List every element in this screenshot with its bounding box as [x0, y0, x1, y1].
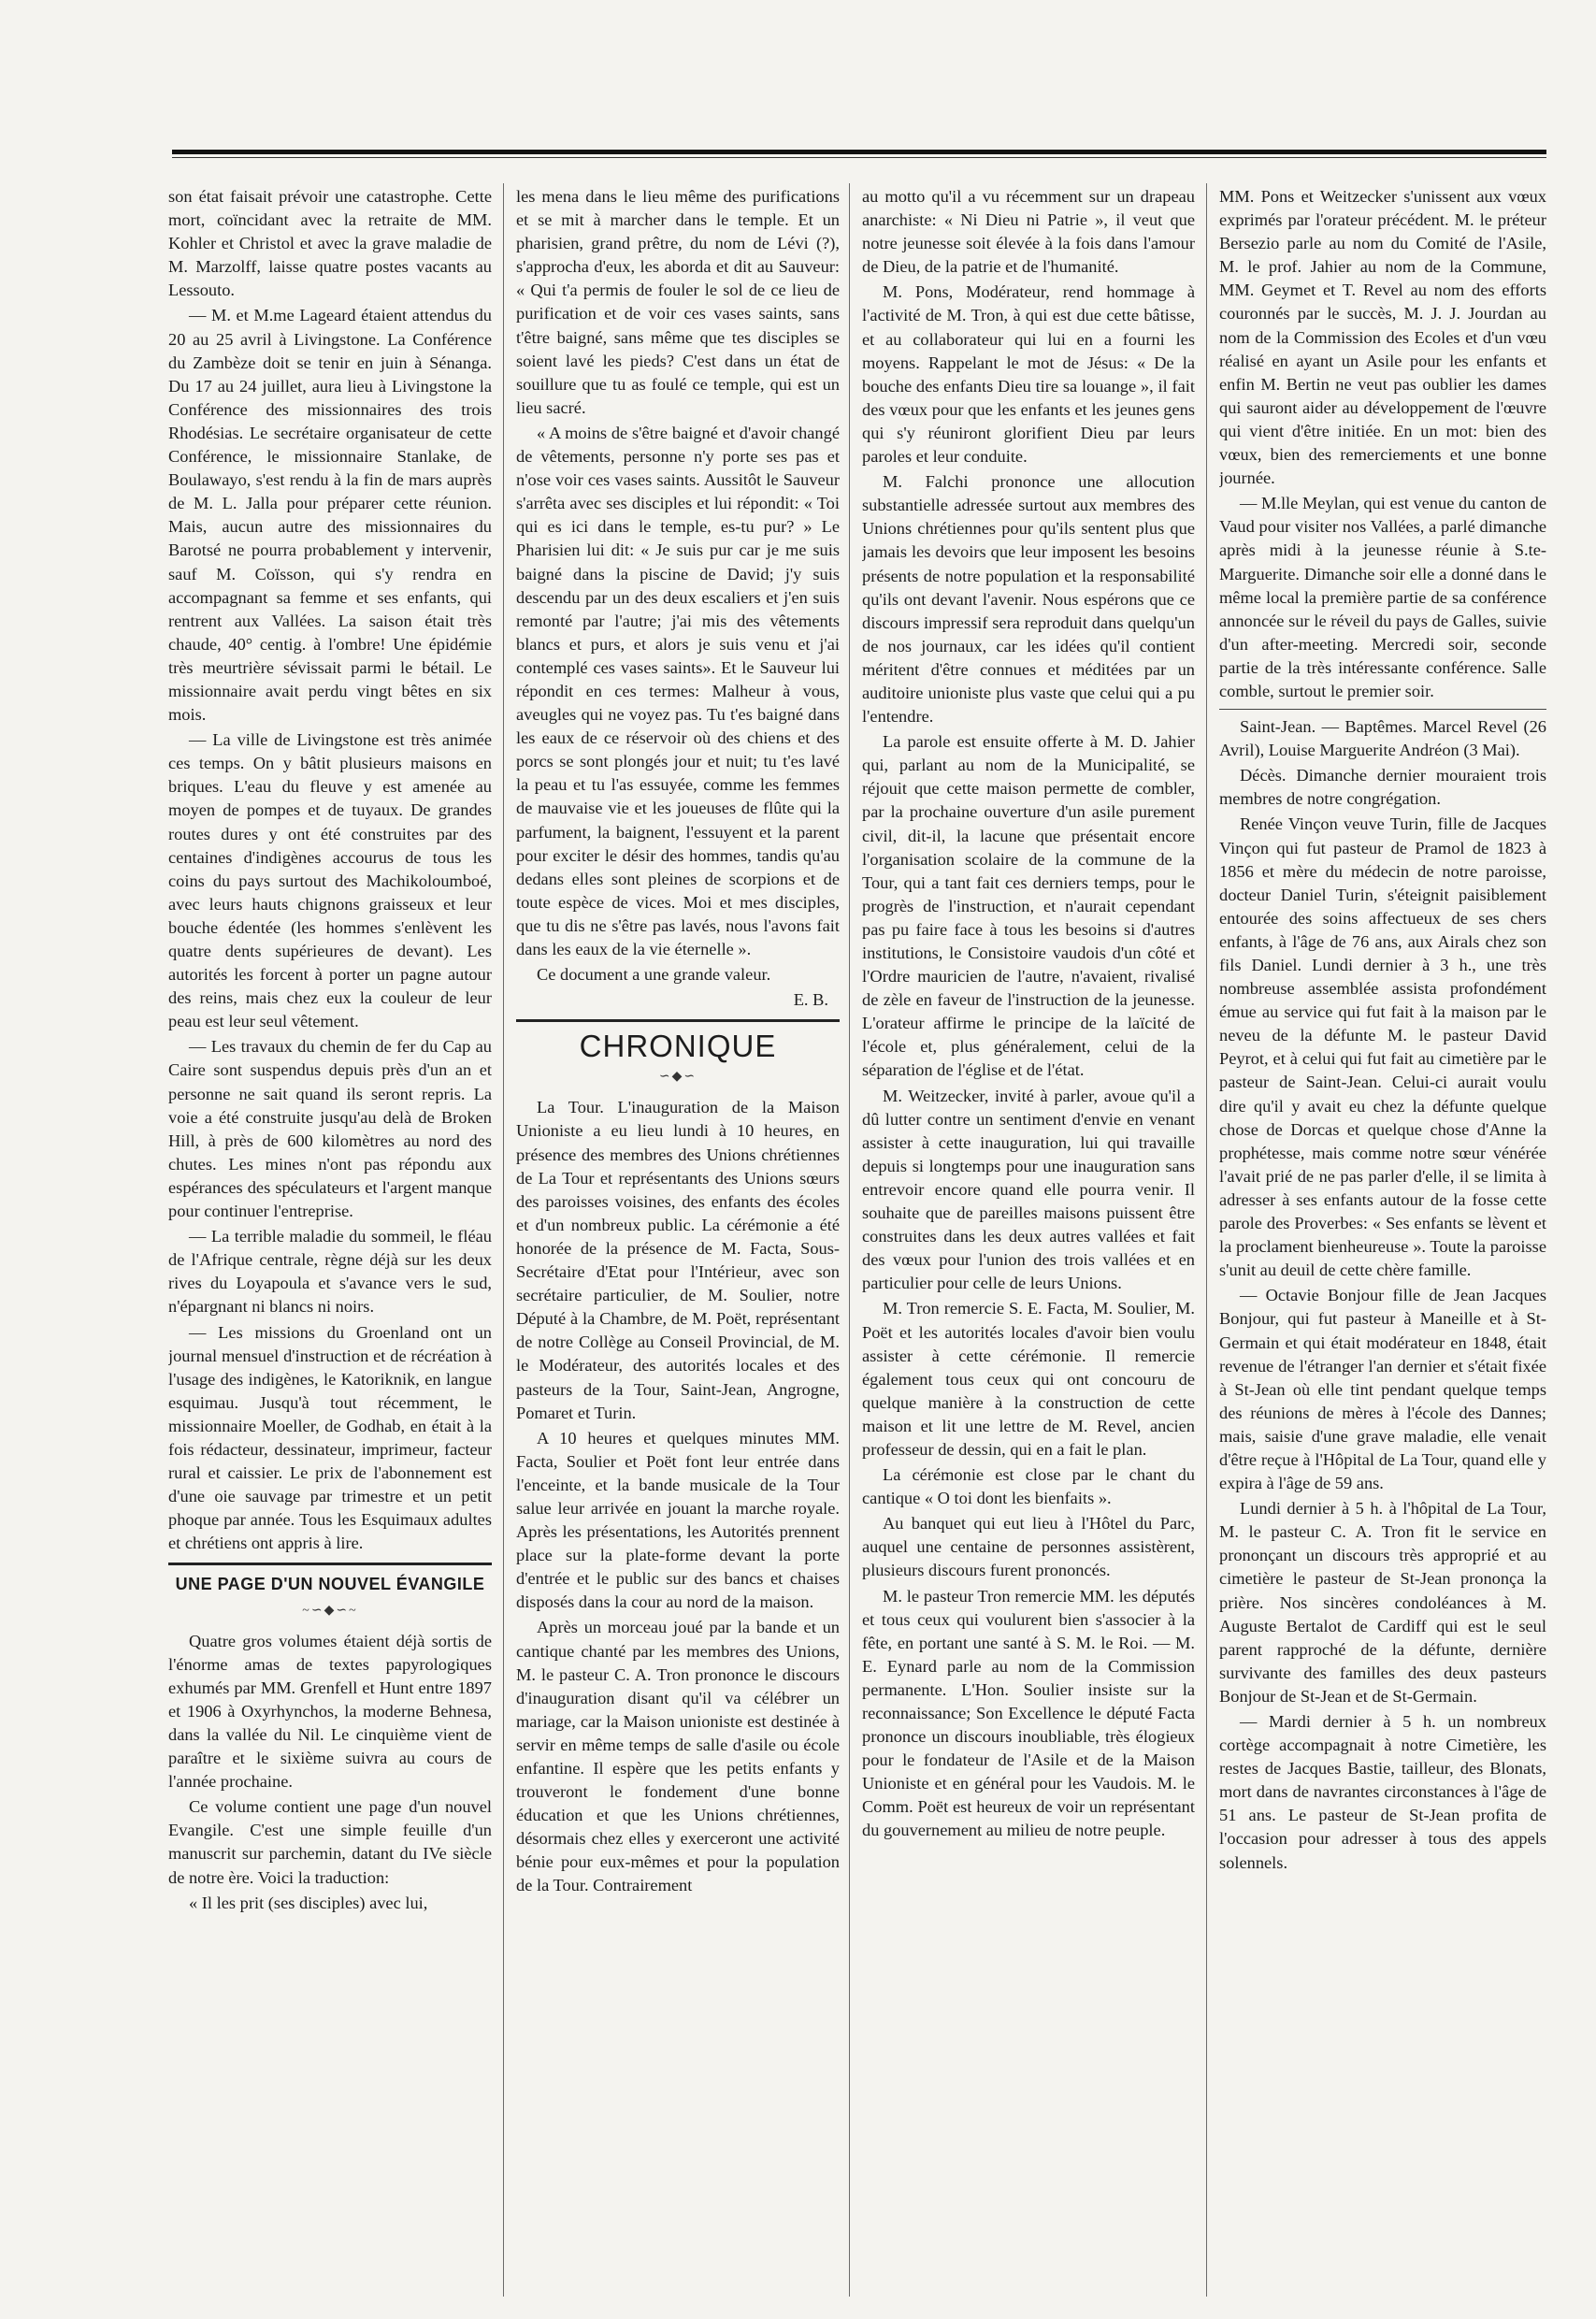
- paragraph: — Octavie Bonjour fille de Jean Jacques Bonjour, qui fut pasteur à Maneille et à St-Germain et qui était modérateur en 1848, était revenue de l'étranger l'an dernier et s'était fixée à St-Jean où elle tint pendant quelque temps des réunions de mères à l'école des Dannes; mais, saisie d'une grave maladie, elle venait d'être reçue à l'Hôpital de La Tour, quand elle y expira à l'âge de 59 ans.: [1219, 1286, 1546, 1493]
- section-title-nouvel-evangile: UNE PAGE D'UN NOUVEL ÉVANGILE: [175, 1575, 485, 1594]
- paragraph: Renée Vinçon veuve Turin, fille de Jacques Vinçon qui fut pasteur de Pramol de 1823 à 1856 et mère du médecin de notre paroisse, docteur Daniel Turin, s'éteignit paisiblement entourée des soins affectueux de ses chers enfants, à l'âge de 76 ans, aux Airals chez son fils Daniel. Lundi dernier à 3 h., une très nombreuse assemblée assista profondément émue au service qui fut fait à la maison par le neveu de la défunte M. le pasteur David Peyrot, et à celui qui fut fait au cimetière par le pasteur de Saint-Jean. Celui-ci aurait voulu dire qu'il y avait eu chez la défunte quelque chose de Dorcas et quelque chose d'Anne la prophétesse, mais comme notre sœur vénérée l'avait prié de ne pas parler d'elle, il se limita à adresser à ses enfants autour de la fosse cette parole des Proverbes: « Ses enfants se lèvent et la proclament bienheureuse ». Toute la paroisse s'unit au deuil de cette chère famille.: [1219, 814, 1546, 1280]
- ornament: ∽◆∽: [658, 1070, 697, 1085]
- paragraph: son état faisait prévoir une catastrophe. Cette mort, coïncidant avec la retraite de MM. Kohler et Christol et avec la grave maladie de M. Marzolff, laisse quatre postes vacants au Lessouto.: [168, 187, 492, 300]
- paragraph: — M.lle Meylan, qui est venue du canton de Vaud pour visiter nos Vallées, a parlé dimanche après midi à la jeunesse réunie à S.te-Marguerite. Dimanche soir elle a donné dans le même local la première partie de sa conférence annoncée sur le réveil du pays de Galles, suivie d'un after-meeting. Mercredi soir, seconde partie de la très intéressante conférence. Salle comble, surtout le premier soir.: [1219, 494, 1546, 700]
- ornament: ~∽◆∽~: [302, 1603, 358, 1618]
- paragraph: Ce volume contient une page d'un nouvel Evangile. C'est une simple feuille d'un manuscrit sur parchemin, datant du IVe siècle de notre ère. Voici la traduction:: [168, 1797, 492, 1887]
- column-separator: [849, 183, 850, 2297]
- paragraph: M. Pons, Modérateur, rend hommage à l'activité de M. Tron, à qui est due cette bâtisse, et au collaborateur qui lui en a fourni les moyens. Rappelant le mot de Jésus: « De la bouche des enfants Dieu tire sa louange », il fait des vœux pour que les enfants et les jeunes gens qui s'y réuniront glorifient Dieu par leurs paroles et leur conduite.: [862, 282, 1195, 467]
- section-rule: [1219, 709, 1546, 710]
- paragraph: les mena dans le lieu même des purifications et se mit à marcher dans le temple. Et un pharisien, grand prêtre, du nom de Lévi (?), s'approcha d'eux, les aborda et dit au Sauveur: « Qui t'a permis de fouler le sol de ce lieu de purification et de voir ces vases saints, sans t'être baigné, sans même que tes disciples se soient lavé les pieds? C'est dans un état de souillure que tu as foulé ce temple, qui est un lieu sacré.: [516, 187, 840, 417]
- paragraph: — Mardi dernier à 5 h. un nombreux cortège accompagnait à notre Cimetière, les restes de Jacques Bastie, tailleur, des Blonats, mort dans de navrantes circonstances à l'âge de 51 ans. Le pasteur de St-Jean profita de l'occasion pour adresser à tous des appels solennels.: [1219, 1712, 1546, 1872]
- paragraph: La cérémonie est close par le chant du cantique « O toi dont les bienfaits ».: [862, 1465, 1195, 1508]
- paragraph: MM. Pons et Weitzecker s'unissent aux vœux exprimés par l'orateur précédent. M. le préteur Bersezio parle au nom du Comité de l'Asile, M. le prof. Jahier au nom de la Commune, MM. Geymet et T. Revel au nom des efforts couronnés par le succès, M. J. J. Jourdan au nom de la Commission des Ecoles et d'un vœu réalisé en ayant un Asile pour les enfants et enfin M. Bertin ne veut pas oublier les dames qui sauront aider au développement de l'œuvre qui vient d'être initiée. En un mot: bien des vœux, bien des remerciements et une bonne journée.: [1219, 187, 1546, 488]
- paragraph: Quatre gros volumes étaient déjà sortis de l'énorme amas de textes papyrologiques exhumés par MM. Grenfell et Hunt entre 1897 et 1906 à Oxyrhynchos, la moderne Behnesa, dans la vallée du Nil. Le cinquième vient de paraître et le sixième suivra au cours de l'année prochaine.: [168, 1631, 492, 1792]
- section-rule: [168, 1563, 492, 1565]
- paragraph: — M. et M.me Lageard étaient attendus du 20 au 25 avril à Livingstone. La Conférence du Zambèze doit se tenir en juin à Sénanga. Du 17 au 24 juillet, aura lieu à Livingstone la Conférence des missionnaires des trois Rhodésias. Le secrétaire organisateur de cette Conférence, le missionnaire Stanlake, de Boulawayo, s'est rendu à la fin de mars auprès de M. L. Jalla pour préparer cette réunion. Mais, aucun autre des missionnaires du Barotsé ne pourra probablement y intervenir, sauf M. Coïsson, qui s'y rendra en accompagnant sa femme et ses enfants, qui rentrent aux Vallées. La saison était très chaude, 40° centig. à l'ombre! Une épidémie très meurtrière sévissait parmi le bétail. Le missionnaire avait perdu vingt bêtes en six mois.: [168, 306, 492, 725]
- paragraph: Après un morceau joué par la bande et un cantique chanté par les membres des Unions, M. le pasteur C. A. Tron prononce le discours d'inauguration disant qu'il va célébrer un mariage, car la Maison unioniste est destinée à servir en même temps de salle d'asile ou école enfantine. Il espère que les petits enfants y trouveront le fondement d'une bonne éducation et que les Unions chrétiennes, désormais chez elles y exerceront une activité bénie pour eux-mêmes et pour la population de la Tour. Contrairement: [516, 1618, 840, 1895]
- paragraph: Lundi dernier à 5 h. à l'hôpital de La Tour, M. le pasteur C. A. Tron fit le service en prononçant un discours très approprié et au cimetière le pasteur de St-Jean prononça la prière. Nos sincères condoléances à M. Auguste Bertalot de Cardiff qui est le seul parent rapproché de la défunte, dernière survivante des familles des deux pasteurs Bonjour de St-Jean et de St-Germain.: [1219, 1499, 1546, 1706]
- header-rule-thin: [172, 157, 1546, 158]
- paragraph: « Il les prit (ses disciples) avec lui,: [189, 1893, 428, 1912]
- paragraph: M. Falchi prononce une allocution substantielle adressée surtout aux membres des Unions chrétiennes pour qu'ils sentent plus que jamais les devoirs que leur imposent les besoins présents de notre population et la responsabilité qu'ils ont devant l'avenir. Nous espérons que ce discours impressif sera reproduit dans quelqu'un de nos journaux, car les idées qu'il contient méritent d'être connues et méditées par un auditoire unioniste plus vaste que celui qui a pu l'entendre.: [862, 472, 1195, 727]
- paragraph: — Les missions du Groenland ont un journal mensuel d'instruction et de récréation à l'usage des indigènes, le Katoriknik, en langue esquimau. Jusqu'à tout récemment, le missionnaire Moeller, de Godhab, en était à la fois rédacteur, dessinateur, imprimeur, facteur rural et caissier. Le prix de l'abonnement est d'une oie sauvage par trimestre et un petit phoque par année. Tous les Esquimaux adultes et chrétiens ont appris à lire.: [168, 1322, 492, 1553]
- column-3: [862, 185, 1195, 2298]
- column-separator: [1206, 183, 1207, 2297]
- column-4: [1219, 185, 1546, 2298]
- paragraph: A 10 heures et quelques minutes MM. Facta, Soulier et Poët font leur entrée dans l'enceinte, et la bande musicale de la Tour salue leur arrivée en jouant la marche royale. Après les présentations, les Autorités prennent place sur la plate-forme devant la porte d'entrée et le public sur des bancs et chaises disposés dans la cour au nord de la maison.: [516, 1428, 840, 1612]
- paragraph: — Les travaux du chemin de fer du Cap au Caire sont suspendus depuis près d'un an et personne ne sait quand ils seront repris. La voie a été construite jusqu'au delà de Broken Hill, à près de 600 kilomètres au nord des chutes. Les mines n'ont pas répondu aux espérances des spéculateurs et l'argent manque pour continuer l'entreprise.: [168, 1037, 492, 1221]
- signature: E. B.: [793, 990, 828, 1010]
- section-title-chronique: CHRONIQUE: [579, 1029, 777, 1064]
- paragraph: Au banquet qui eut lieu à l'Hôtel du Parc, auquel une centaine de personnes assistèrent, plusieurs discours furent prononcés.: [862, 1514, 1195, 1580]
- paragraph: La Tour. L'inauguration de la Maison Unioniste a eu lieu lundi à 10 heures, en présence des membres des Unions chrétiennes de La Tour et représentants des Unions sœurs des paroisses voisines, des enfants des écoles et d'un nombreux public. La cérémonie a été honorée de la présence de M. Facta, Sous-Secrétaire d'Etat pour l'Intérieur, avec son secrétaire particulier, de M. Soulier, notre Député à la Chambre, de M. Poët, représentant de notre Collège au Conseil Provincial, de M. le Modérateur, des autorités locales et des pasteurs de la Tour, Saint-Jean, Angrogne, Pomaret et Turin.: [516, 1098, 840, 1422]
- paragraph: La parole est ensuite offerte à M. D. Jahier qui, parlant au nom de la Municipalité, se réjouit que cette maison permette de combler, par la prochaine ouverture d'un asile purement civil, dit-il, la lacune que présentait encore l'organisation scolaire de la commune de la Tour, qui a tant fait ces derniers temps, pour le progrès de l'instruction, et n'aurait cependant pas pu faire face à tous les besoins si d'autres institutions, le Consistoire vaudois d'un côté et l'Ordre mauricien de l'autre, n'avaient, rivalisé de zèle en faveur de l'instruction de la jeunesse. L'orateur affirme le principe de la laïcité de l'école et, plus généralement, celui de la séparation de l'église et de l'état.: [862, 732, 1195, 1080]
- column-2: [516, 185, 840, 2298]
- paragraph: M. Weitzecker, invité à parler, avoue qu'il a dû lutter contre un sentiment d'envie en venant assister à cette inauguration, lui qui travaille depuis si longtemps pour une inauguration sans entrevoir encore quand elle pourra venir. Il souhaite que de pareilles maisons puissent être construites dans les deux autres vallées et fait des vœux pour l'union des trois vallées et en particulier pour celle de leurs Unions.: [862, 1086, 1195, 1293]
- paragraph: au motto qu'il a vu récemment sur un drapeau anarchiste: « Ni Dieu ni Patrie », il veut que notre jeunesse soit élevée à la fois dans l'amour de Dieu, de la patrie et de l'humanité.: [862, 187, 1195, 277]
- paragraph: Ce document a une grande valeur.: [537, 965, 771, 985]
- section-rule: [516, 1019, 840, 1022]
- paragraph: — La terrible maladie du sommeil, le fléau de l'Afrique centrale, règne déjà sur les deux rives du Loyapoula et s'avance vers le sud, n'épargnant ni blancs ni noirs.: [168, 1227, 492, 1317]
- paragraph: Décès. Dimanche dernier mouraient trois membres de notre congrégation.: [1219, 766, 1546, 809]
- paragraph: « A moins de s'être baigné et d'avoir changé de vêtements, personne n'y porte ses pas et n'ose voir ces vases saints. Aussitôt le Sauveur s'arrêta avec ses disciples et lui répondit: « Toi qui es ici dans le temple, es-tu pur? » Le Pharisien lui dit: « Je suis pur car je me suis baigné dans la piscine de David; j'y suis descendu par un des deux escaliers et j'en suis remonté par l'autre; j'ai mis des vêtements blancs et purs, et alors je suis venu et j'ai contemplé ces vases saints». Et le Sauveur lui répondit en ces termes: Malheur à vous, aveugles qui ne voyez pas. Tu t'es baigné dans les eaux de ce réservoir où des chiens et des porcs se sont plongés jour et nuit; tu t'es lavé la peau et tu l'as essuyée, comme les femmes de mauvaise vie et les joueuses de flûte qui la parfument, la baignent, l'essuyent et la parent pour exciter le désir des hommes, tandis qu'au dedans elles sont pleines de scorpions et de toute espèce de vices. Moi et mes disciples, que tu dis ne s'être pas lavés, nous l'avons fait dans les eaux de la vie éternelle ».: [516, 423, 840, 958]
- column-1: [168, 185, 492, 2298]
- column-separator: [503, 183, 504, 2297]
- paragraph: Saint-Jean. — Baptêmes. Marcel Revel (26 Avril), Louise Marguerite Andréon (3 Mai).: [1219, 717, 1546, 760]
- paragraph: — La ville de Livingstone est très animée ces temps. On y bâtit plusieurs maisons en briques. L'eau du fleuve y est amenée au moyen de pompes et de tuyaux. De grandes routes dures y ont été construites par des centaines d'indigènes accourus de tous les coins du pays surtout des Machikoloumboé, avec leurs hauts chignons graisseux et leur bouche édentée (les hommes s'enlèvent les quatre dents supérieures de devant). Les autorités les forcent à porter un pagne autour des reins, mais chez eux la couleur de leur peau est leur seul vêtement.: [168, 730, 492, 1031]
- paragraph: M. le pasteur Tron remercie MM. les députés et tous ceux qui voulurent bien s'associer à la fête, en portant une santé à S. M. le Roi. — M. E. Eynard parle au nom de la Commission permanente. L'Hon. Soulier insiste sur la reconnaissance; Son Excellence le député Facta prononce un discours inoubliable, très élogieux pour le fondateur de l'Asile et de la Maison Unioniste et en général pour les Vaudois. M. le Comm. Poët est heureux de voir un représentant du gouvernement au milieu de notre peuple.: [862, 1586, 1195, 1840]
- header-rule: [172, 150, 1546, 154]
- paragraph: M. Tron remercie S. E. Facta, M. Soulier, M. Poët et les autorités locales d'avoir bien voulu assister à cette cérémonie. Il remercie également tous ceux qui ont concouru de quelque manière à la construction de cette maison et lit une lettre de M. Revel, ancien professeur de dessin, qui en a fait le plan.: [862, 1299, 1195, 1459]
